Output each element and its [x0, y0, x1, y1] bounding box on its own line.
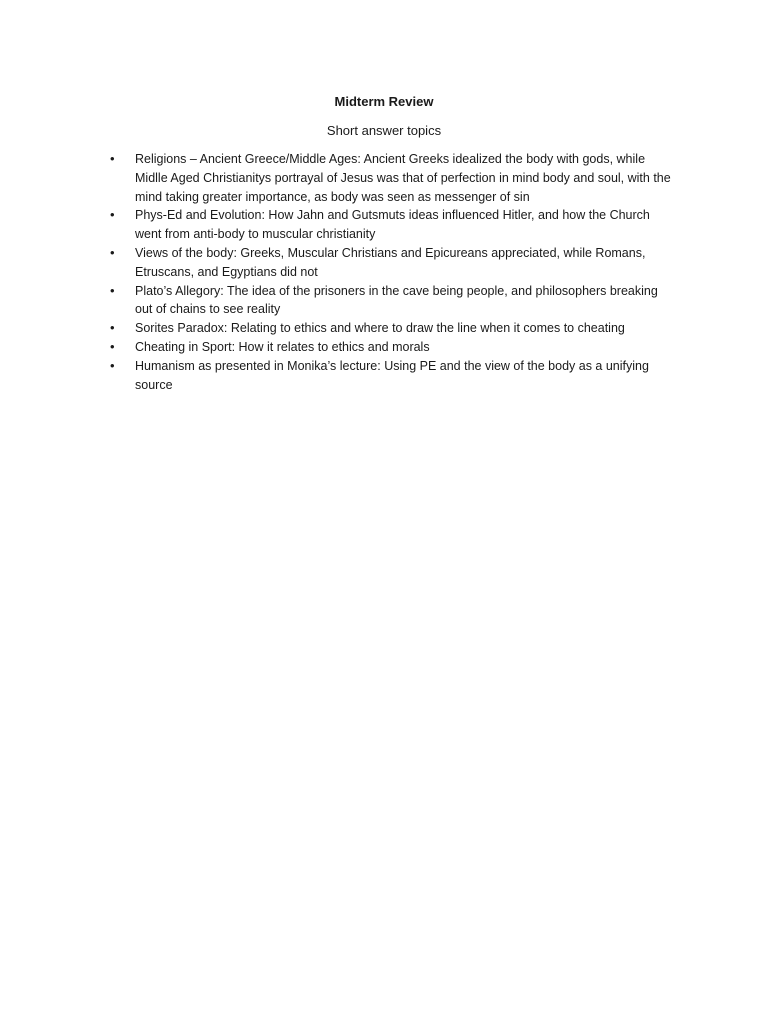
bullet-icon: • [110, 338, 115, 354]
bullet-icon: • [110, 282, 115, 298]
topic-text: Plato’s Allegory: The idea of the prisoners in the cave being people, and philosophers breaking out of chains to see reality [135, 283, 658, 317]
topic-item-humanism [107, 357, 672, 395]
topic-item-sorites-paradox [107, 319, 672, 338]
topic-item-cheating-in-sport [107, 338, 672, 357]
bullet-icon: • [110, 151, 115, 166]
topic-item-platos-allegory [107, 282, 672, 320]
topic-item-views-of-body [107, 244, 672, 282]
document-subtitle: Short answer topics [326, 123, 442, 138]
bullet-icon: • [110, 320, 115, 336]
topic-item-religions [107, 150, 672, 206]
bullet-icon: • [110, 244, 115, 260]
bullet-icon: • [110, 357, 115, 373]
bullet-icon: • [110, 207, 115, 223]
document-title: Midterm Review [334, 94, 434, 109]
topic-list [107, 150, 672, 394]
topic-text: Cheating in Sport: How it relates to ethics and morals [135, 339, 430, 354]
topic-text: Sorites Paradox: Relating to ethics and where to draw the line when it comes to cheating [135, 321, 625, 336]
topic-text: Religions – Ancient Greece/Middle Ages: Ancient Greeks idealized the body with gods, while Midlle Aged Christianitys portrayal of Jesus was that of perfection in mind body and soul, with the mind taking greater importance, as body was seen as messenger of sin [135, 152, 671, 204]
topic-text: Views of the body: Greeks, Muscular Christians and Epicureans appreciated, while Romans, Etruscans, and Egyptians did not [135, 245, 646, 279]
topic-text: Humanism as presented in Monika’s lecture: Using PE and the view of the body as a unifying source [135, 358, 649, 392]
topic-item-phys-ed [107, 206, 672, 244]
topic-text: Phys-Ed and Evolution: How Jahn and Gutsmuts ideas influenced Hitler, and how the Church went from anti-body to muscular christianity [135, 208, 650, 242]
